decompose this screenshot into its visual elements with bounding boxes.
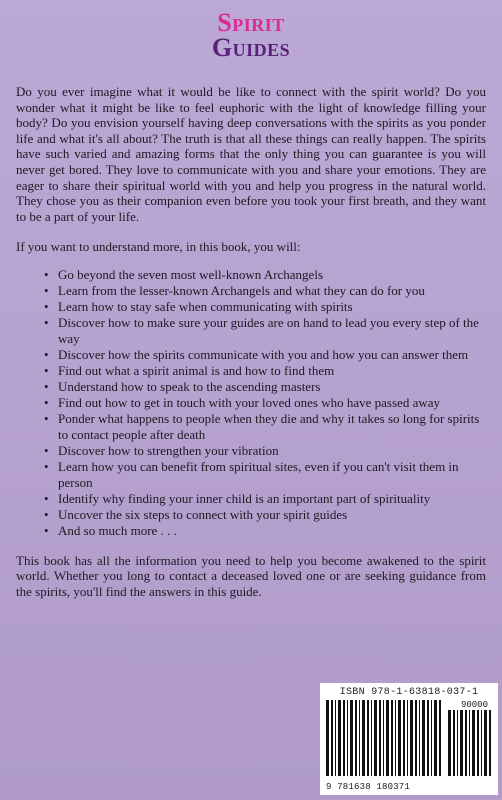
title-spirit: Spirit <box>217 8 285 37</box>
list-item: • Ponder what happens to people when they die and why it takes so long for spirits to contact people after death <box>44 411 486 442</box>
list-item: • And so much more . . . <box>44 523 486 539</box>
list-item: • Discover how to make sure your guides are on hand to lead you every step of the way <box>44 315 486 346</box>
title-guides: Guides <box>211 33 291 62</box>
intro-paragraph: Do you ever imagine what it would be like to connect with the spirit world? Do you wonder what it might be like to feel euphoric with the light of knowledge filling your body? Do you envision yourself having deep conversations with the spirits as you ponder life and what it's all about? The truth is that all these things can really happen. The spirits have such varied and amazing forms that the only thing you can guarantee is you will never get bored. They love to communicate with you and share your emotions. They are eager to share their spiritual world with you and help you progress in the natural world. They chose you as their companion even before you took your first breath, and they want to be a part of your life. <box>16 84 486 224</box>
isbn-label: ISBN 978-1-63818-037-1 <box>339 687 479 698</box>
lead-in-text: If you want to understand more, in this book, you will: <box>16 239 301 255</box>
barcode-digits: 9 781638 180371 <box>326 782 411 792</box>
barcode-main-bars-icon <box>326 700 444 776</box>
book-title <box>0 10 502 61</box>
list-item: • Learn how to stay safe when communicating with spirits <box>44 299 486 315</box>
list-item: • Discover how to strengthen your vibration <box>44 443 486 459</box>
list-item: • Find out what a spirit animal is and how to find them <box>44 363 486 379</box>
list-item: • Go beyond the seven most well-known Archangels <box>44 267 486 283</box>
list-item: • Understand how to speak to the ascending masters <box>44 379 486 395</box>
bullet-list <box>16 267 486 539</box>
list-item: • Discover how the spirits communicate with you and how you can answer them <box>44 347 486 363</box>
list-item: • Uncover the six steps to connect with your spirit guides <box>44 507 486 523</box>
closing-paragraph: This book has all the information you need to help you become awakened to the spirit world. Whether you long to contact a deceased loved one or are seeking guidance from the spirits, you'll find the answers in this guide. <box>16 552 486 599</box>
barcode-addon-price: 90000 <box>460 700 488 710</box>
list-item: • Learn from the lesser-known Archangels and what they can do for you <box>44 283 486 299</box>
blurb-body <box>16 84 486 599</box>
barcode-bars <box>326 700 492 776</box>
isbn-barcode <box>320 683 498 795</box>
barcode-addon-bars-icon <box>448 710 492 776</box>
list-item: • Find out how to get in touch with your loved ones who have passed away <box>44 395 486 411</box>
list-item: • Identify why finding your inner child is an important part of spirituality <box>44 491 486 507</box>
list-item: • Learn how you can benefit from spiritual sites, even if you can't visit them in person <box>44 459 486 490</box>
